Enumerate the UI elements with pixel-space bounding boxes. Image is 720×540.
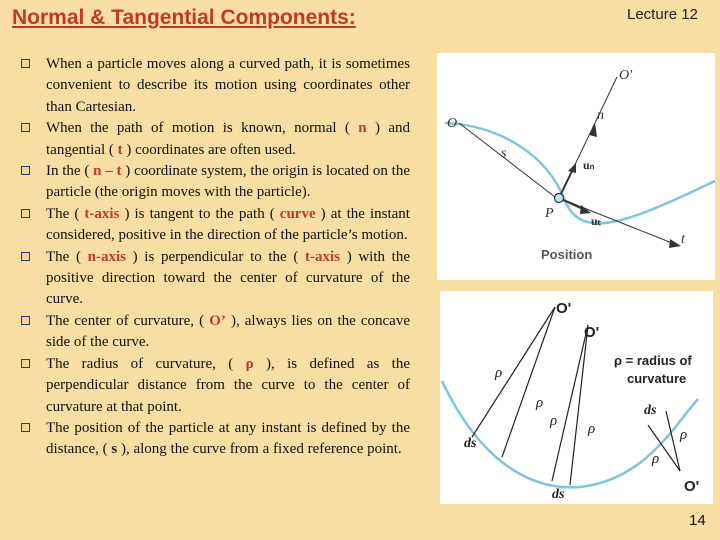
particle-point [555,194,564,203]
highlighted-term: n [358,120,367,137]
highlighted-term: O’ [209,312,226,329]
bullet-text: ) at the instant considered, positive in the direction of the particle’s motion. [46,205,410,244]
position-figure [437,53,715,280]
ds-label-3: ds [644,403,657,418]
bullet-text: When the path of motion is known, normal ( [46,120,359,137]
bullet-item [20,354,410,418]
rho-label-2: ρ [536,395,544,411]
bullet-item [20,161,410,204]
bullet-text: ), is defined as the perpendicular distance from the curve to the center of curvature at that point. [46,355,410,415]
highlighted-term: n – t [93,163,122,180]
bullet-text: The position of the particle at any instant is defined by the distance, ( [46,419,410,458]
n-label: n [597,108,604,123]
bullet-text: ) coordinate system, the origin is located on the particle (the origin moves with the particle). [46,163,410,201]
t-label: t [681,232,685,247]
highlighted-term: curve [279,205,316,222]
bullet-text: ) coordinates are often used. [122,141,296,158]
bullet-text: ) with the positive direction toward the center of curvature of the curve. [46,248,410,308]
highlighted-term: ρ [245,355,254,372]
radius-line-1a [472,307,558,437]
bullet-text: The center of curvature, ( [46,312,210,329]
checkbox-bullet-icon [21,316,30,325]
rho-label-1: ρ [495,365,503,381]
o-prime-label: O' [619,68,633,83]
highlighted-term: t-axis [305,248,341,265]
position-diagram [437,53,715,280]
bullet-list [20,54,410,461]
highlighted-term: t-axis [84,205,120,222]
radius-line-1b [502,307,558,457]
ds-label-2: ds [552,487,565,502]
bullet-text: ), along the curve from a fixed reference point. [117,441,402,458]
curvature-figure [440,291,713,504]
rho-label-3: ρ [550,413,558,429]
bullet-text: The ( [46,248,88,265]
o-prime-top-label: O' [556,300,572,317]
position-caption: Position [541,247,593,262]
curvature-diagram [440,291,713,504]
bullet-item [20,311,410,354]
bullet-item [20,54,410,118]
radius-line-2a [552,325,588,481]
highlighted-term: t [117,141,123,158]
reference-line [459,123,555,197]
t-arrowhead [669,239,681,248]
page-number: 14 [689,512,706,529]
checkbox-bullet-icon [21,123,30,132]
rho-label-4: ρ [588,421,596,437]
u-t-arrowhead [580,205,591,214]
s-label: s [501,146,507,161]
bullet-item [20,247,410,311]
rho-label-6: ρ [652,451,660,467]
bullet-text: The radius of curvature, ( [46,355,246,372]
lecture-label: Lecture 12 [627,6,698,23]
bullet-text: In the ( [46,163,94,180]
bullet-text: ) is tangent to the path ( [119,205,280,222]
o-prime-mid-label: O' [584,324,600,341]
curvature-curve [442,381,698,487]
t-axis-line [559,198,677,245]
checkbox-bullet-icon [21,166,30,175]
checkbox-bullet-icon [21,359,30,368]
radius-line-2b [570,325,588,485]
rho-definition-line1: ρ = radius of [614,353,692,368]
rho-definition-line2: curvature [627,371,687,386]
checkbox-bullet-icon [21,423,30,432]
slide-title: Normal & Tangential Components: [12,6,356,29]
bullet-text: ) and tangential ( [46,120,410,158]
u-t-label: uₜ [591,214,602,228]
highlighted-term: n-axis [87,248,126,265]
bullet-text: ) is perpendicular to the ( [125,248,306,265]
bullet-item [20,204,410,247]
bullet-item [20,418,410,461]
checkbox-bullet-icon [21,59,30,68]
ds-label-1: ds [464,436,477,451]
checkbox-bullet-icon [21,252,30,261]
bullet-text: When a particle moves along a curved path, it is sometimes convenient to describe its motion using coordinates other than Cartesian. [46,56,410,115]
bullet-item [20,118,410,161]
o-label: O [447,116,458,131]
bullet-text: The ( [46,205,85,222]
rho-label-5: ρ [680,427,688,443]
radius-line-3b [666,411,680,471]
p-label: P [545,206,554,221]
bullet-text: ), always lies on the concave side of the curve. [46,312,411,351]
o-prime-bottom-label: O' [684,478,700,495]
checkbox-bullet-icon [21,209,30,218]
u-n-arrowhead [568,163,576,173]
u-n-label: uₙ [583,158,595,172]
n-arrowhead [589,123,597,137]
highlighted-term: s [111,441,118,458]
